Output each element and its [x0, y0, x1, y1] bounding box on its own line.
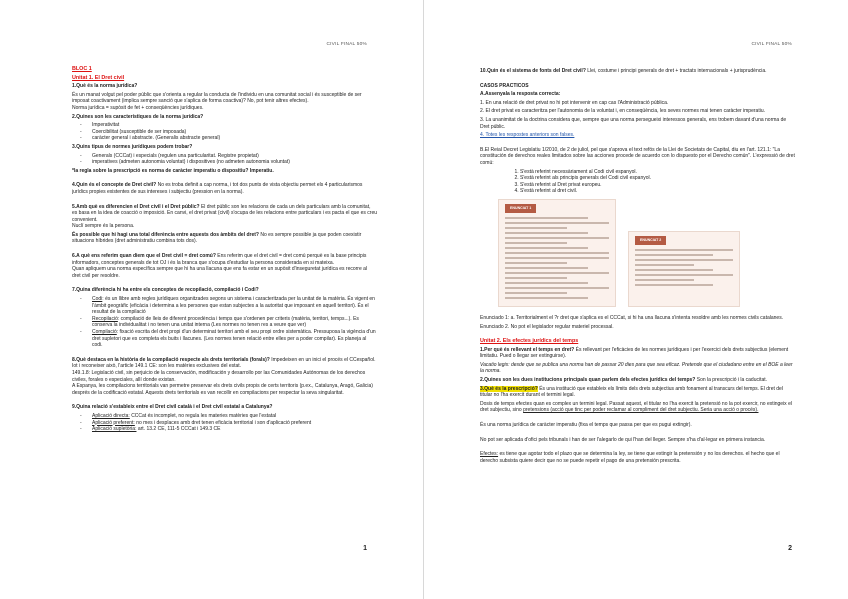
case-b-list	[480, 169, 796, 195]
list-item: - Generals (CCCat) i especials (regulen una particularitat. Registre propietat)	[92, 153, 377, 160]
enunciat-1-tag: ENUNCIAT 1	[505, 204, 536, 213]
qa-5	[72, 204, 377, 230]
u2-qa-3	[480, 386, 796, 399]
question-5b: És possible que hi hagi una total diferència entre aquests dos àmbits del dret?	[72, 231, 259, 238]
answer-6: Ens referim que el dret civil = dret comú perquè es la base principis informadors, conceptes generals de tot OJ i és la branca que s'ocupa d'estudiar la persona considerada en si mateixa. Quan apliquem una norma específica sempre que hi ha una llacuna que ens fa estar en un supòsit d'inseguretat jurídica es recorre al dret civil per resoldre.	[72, 253, 368, 279]
answer-4: No es troba definit a cap norma, i tot dos punts de vista objectiu permet els 4 particularismos jurídics propies existentes de sus intereses i subjectiu (pression en la norma).	[72, 182, 363, 195]
case-a-option: 3. La unanimitat de la doctrina considera que, sempre que una norma persegueixi interessos generals, ens trobem davant d'una norma de Dret públic.	[480, 116, 787, 130]
enunciat-2-answer: Enunciado 2. No pot el legislador regular materiel processal.	[480, 323, 614, 330]
question-7: 7.Quina diferència hi ha entre els conceptes de recopilació, compilació i Codi?	[72, 287, 259, 294]
running-header: CIVIL FINAL 50%	[751, 42, 792, 47]
list-item: 4. S'està referint al dret civil.	[520, 188, 796, 195]
answer-1: És un manat volgut pel poder públic que s'orienta a regular la conducta de l'individu en una comunitat social i és susceptible de ser imposat coactivament (implica sempre sanció que s'aplica de forma coactiva)? No, pot tenir altres efectes). Norma jurídica = supòsit de fet + conseqüències jurídiques.	[72, 91, 362, 111]
u2-answer-3c: És una norma jurídica de caràcter imperatiu (fixa el temps que passa per que es pugui extingir).	[480, 422, 692, 429]
u2-question-3: 3.Què és la prescripció?	[480, 385, 538, 392]
u2-efectes-text: es tiene que agotar todo el plazo que se determina la ley, se tiene que extingir la pretensión y no los derechos. el hecho que el derecho subsista quiere decir que no se puede repetir el pago de una pretensión prescrita.	[480, 451, 780, 464]
list-item: 1. S'està referint necessàriament al Codi civil espanyol.	[520, 169, 796, 176]
term: Codi	[92, 296, 103, 303]
qa-8	[72, 357, 377, 397]
question-2: 2.Quines son les característiques de la norma jurídica?	[72, 113, 204, 120]
bloc-heading: BLOC 1	[72, 66, 92, 72]
answer-5b: No es sempre possible ja que poden coexistir situacions híbrides (dret administratiu combina tots dos).	[72, 231, 362, 245]
enunciat-1-answer: Enunciado 1: a. Territorialment el ?r dret que s'aplica es el CCCat, si hi ha una llacuna s'intenta resoldre amb les normes civils catalanes.	[480, 314, 784, 321]
u2-vacatio: Vacatio legis: desde que se publica una norma han de passar 20 dies para que sea eficaz. Pretende que el ciudadano entre en el BOE a leer la norma.	[480, 361, 793, 375]
list-item: - Compilació: fixació escrita del dret propi d'un determinat territori amb el seu propi ordre sistemàtica. Pressuposa la vigència d'un dret supletori que es completa els buits i llacunes. (Les normes tenen relació entre elles per a poder compilar). Es planeja al codi.	[92, 329, 377, 349]
list-item	[92, 413, 377, 420]
question-8: 8.Què destaca en la història de la compilació respecte als drets territorials (forals)?	[72, 356, 270, 363]
answer-5: El dret públic son les relacions de cada un dels particulars amb la comunitat, es basa en la idea de coacció o imposició. En canvi, el dret privat (civil) s'ocupa de les relacions entre particulars i es pacta el que es creu convenient. Nuclí sempre és la persona.	[72, 203, 377, 230]
question-6: 6.A què ens referim quan diem que el Dret civil = dret comú?	[72, 253, 216, 260]
u2-pretensions: pretensions (acció que tinc per poder reclamar al compliment del dret subjectiu. Seria una acció o procés).	[523, 407, 759, 414]
page-2-content	[480, 68, 796, 539]
question-4: 4.Quin és el concepte de Dret civil?	[72, 182, 157, 189]
u2-efectes-term: Efectes:	[480, 451, 499, 458]
qa-4	[72, 182, 377, 195]
answer-10: Llei, costume i principi generals de dret + tractats internacionals + jurisprudència.	[587, 68, 767, 74]
qa-10	[480, 68, 796, 75]
u2-answer-3: És una institució que estableix els límits dels drets subjectius amb fonament al transcurs del temps. El dret del titular no l'ha exercit durant el termini legal.	[480, 385, 783, 399]
qa-6	[72, 253, 377, 279]
definition: no mes i desplaces amb dret tenen eficàcia territorial i son d'aplicació preferent	[136, 419, 312, 426]
u2-qa-2	[480, 377, 796, 384]
question-1: 1.Què és la norma jurídica?	[72, 83, 138, 90]
list-item	[92, 420, 377, 427]
question-3: 3.Quins tipus de normes jurídiques podem trobar?	[72, 143, 193, 150]
term: Aplicació directa:	[92, 412, 130, 419]
page-number: 2	[788, 545, 792, 552]
list-item: - Coercibilitat (susceptible de ser imposada)	[92, 129, 377, 136]
question-5: 5.Amb què es diferencien el Dret civil i el Dret públic?	[72, 203, 200, 210]
term: Aplicació preferent:	[92, 419, 135, 426]
case-a-option: 1. En una relació de dret privat no hi pot intervenir en cap cas l'Administració pública.	[480, 99, 669, 106]
u2-answer-1: És rellevant per l'eficàcies de les normes jurídiques i per l'exercici dels drets subjectius (element limitatiu. Pued o llegar ser extinguirse).	[480, 346, 789, 360]
list-9	[72, 413, 377, 433]
list-item: - imperatives (admeten autonomia voluntat) i dispositives (no admeten autonomia voluntat)	[92, 159, 377, 166]
list-item: - Recopilació: compilació de lleis de diferent procedència i temps que s'ordenen per criteris (matèria, territori, temps...). Es conserva la individualitat i no tenen una unitat interna (Les normes no tenen res a veure que ver)	[92, 316, 377, 329]
term: Aplicació supletòria:	[92, 426, 137, 433]
list-2	[72, 122, 377, 142]
u2-qa-1	[480, 347, 796, 360]
list-7	[72, 296, 377, 349]
unit-2-heading: Unitat 2. Els efectes jurídics del temps	[480, 338, 579, 345]
page-number: 1	[363, 545, 367, 552]
case-b-text: B.El Reial Decret Legislatiu 1/2010, de 2 de juliol, pel que s'aprova el text refós de la Llei de Societats de Capital, diu en l'art. 121.1: "La constitución de derechos reales limitados sobre las acciones procede de acuerdo con lo dispuesto por el Derecho común". L'expressió de dret comú:	[480, 146, 795, 166]
list-item: 2. S'està referint als principis generals del Codi civil espanyol.	[520, 175, 796, 182]
answer-3-note: *la regla sobre la prescripció es norma de caràcter imperatiu o dispositiu? Imperatiu.	[72, 167, 274, 174]
definition: compilació de lleis de diferent procedència i temps que s'ordenen per criteris (matèria, territori, temps...). Es conserva la individualitat i no tenen una unitat interna (Les normes no tenen res a veure que ver)	[92, 315, 359, 329]
term: Compilació	[92, 329, 117, 335]
definition: art. 13.2 CE, 111-5 CCCat i 149.3 CE	[137, 426, 221, 433]
cases-title: CASOS PRACTICOS	[480, 82, 529, 89]
case-a-answer: 4. Totes les respostes anteriors son falses.	[480, 132, 575, 139]
u2-question-2: 2.Quines son les dues institucions principals quan parlem dels efectes jurídics del temps?	[480, 377, 696, 384]
question-9: 9.Quina relació s'estableix entre el Dret civil català i el Dret civil estatal a Catalunya?	[72, 404, 273, 411]
unit-heading: Unitat 1. El Dret civil	[72, 74, 125, 81]
u2-question-1: 1.Per què és rellevant el temps en dret?	[480, 346, 575, 353]
list-item	[92, 426, 377, 433]
list-item: - Codi: és un llibre amb regles jurídiques organitzades segons un sistema i caracteritzada per la unitat de la matèria. És vigent en l'àmbit geogràfic (eficàcia i determina a les persones que estan subjectes a la autoritat que imposant en aquell territori). És el resultat de la compilació	[92, 296, 377, 316]
definition: CCCat és incomplet, no regula les materies matèries que l'estatal	[131, 412, 277, 419]
definition: fixació escrita del dret propi d'un determinat territori amb el seu propi ordre sistemàtica. Pressuposa la vigència d'un dret supletori que es completa els buits i llacunes. (Les normes tenen relació entre elles per a poder compilar). Es planeja al codi.	[92, 329, 376, 349]
definition: és un llibre amb regles jurídiques organitzades segons un sistema i caracteritzada per la unitat de la matèria. És vigent en l'àmbit geogràfic (eficàcia i determina a les persones que estan subjectes a la autoritat que imposant en aquell territori). És el resultat de la compilació	[92, 296, 375, 316]
term: Recopilació	[92, 315, 118, 322]
running-header: CIVIL FINAL 50%	[326, 42, 367, 47]
enunciats-figures	[480, 199, 796, 311]
page-1-content	[72, 66, 377, 539]
answer-8: Impedeixen en un inici el procés el CCespañol. Iot i reconeixer això, l'article 149.1 CE: son les matèries exclusives del estat. 149.1.8: Legislació civil, sin perjuicio de la conservación, modificación y desarrollo por las Comunidades Autónomas de los derechos civiles, forales o especiales, allí donde existan. A Espanya, les compilacions territorials van permetre preservar els drets civils propis de certs territoris (p.ex., Catalunya, Aragó, Galicia) després de la codificació estatal. Aquests drets territorials es van recollir en compilacions per respectar la seva singularitat.	[72, 356, 376, 396]
enunciat-1-image	[498, 199, 616, 307]
qa-5b	[72, 232, 377, 245]
list-item: - caràcter general i abstracte. (Generalis abstracte general)	[92, 135, 377, 142]
case-a-option: 2. El dret privat es caracteritza per l'autonomia de la voluntat i, en conseqüència, les seves normes mai tenen caràcter imperatiu.	[480, 108, 765, 115]
u2-answer-3b: Dosis de temps efectes quan es complex un termini legal. Passat aquest, el titular no l'ha exercit la pretensió no la pot exercir, no extingeix el dret subjectiu, sino pretensions (acció que tinc per poder reclamar al compliment del dret subjectiu. Seria una acció o procés).	[480, 400, 792, 414]
enunciat-2-tag: ENUNCIAT 2	[635, 236, 666, 245]
list-item: 3. S'està referint al Dret privat europeu.	[520, 182, 796, 189]
list-item: - Imperativitat	[92, 122, 377, 129]
u2-answer-2: Son la prescripció i la caducitat.	[696, 377, 768, 384]
enunciat-2-image	[628, 231, 740, 307]
question-10: 10.Quin és el sistema de fonts del Dret civil?	[480, 68, 586, 74]
u2-answer-3d: No pot ser aplicada d'ofici pels tribunals i han de ser l'alegarlo de qui l'han del lleger. Sempre s'ha d'al·legar en primera instancia.	[480, 436, 766, 443]
page-2	[424, 0, 848, 599]
u2-efectes	[480, 451, 796, 464]
case-a-title: A.Assenyala la resposta correcta:	[480, 91, 561, 98]
list-3	[72, 153, 377, 166]
